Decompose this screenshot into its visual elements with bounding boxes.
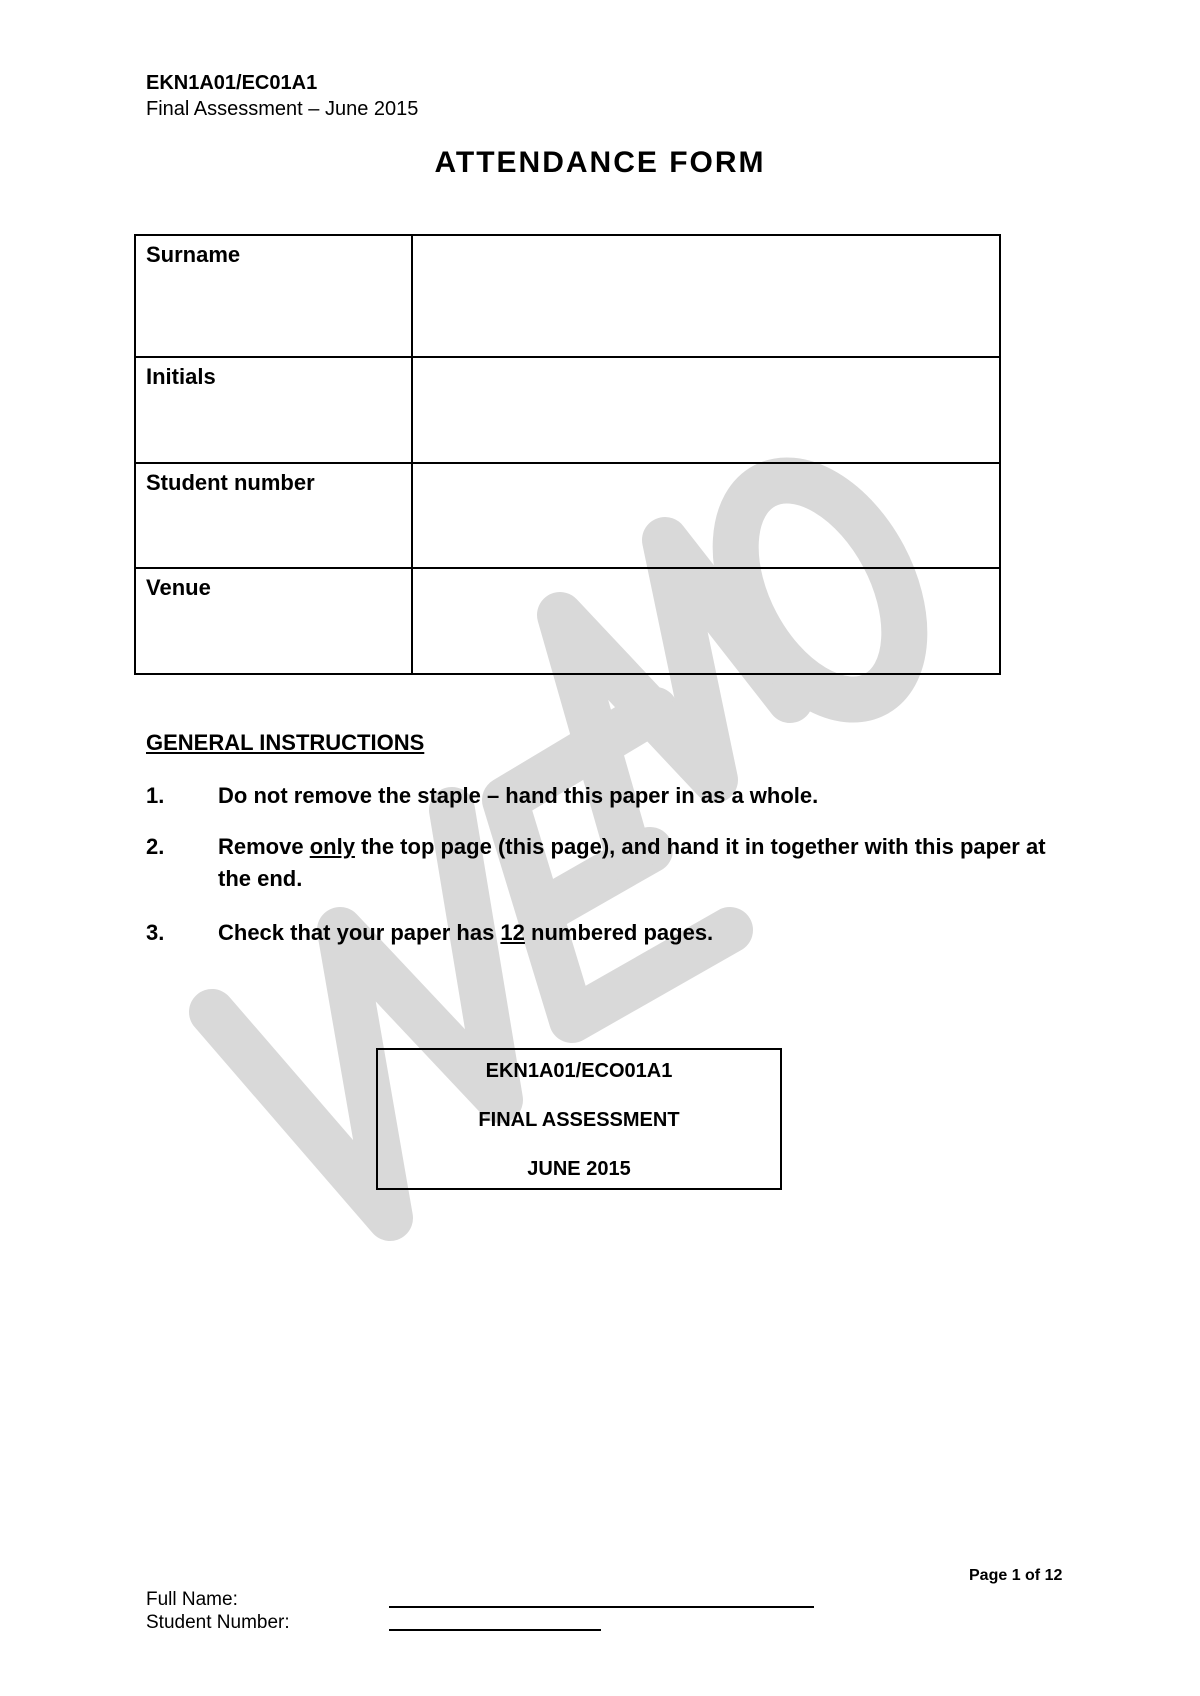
instruction-item — [146, 917, 1046, 949]
instruction-text-start: Remove — [218, 834, 310, 859]
footer-student-number-label: Student Number: — [146, 1612, 290, 1633]
instruction-number: 2. — [146, 834, 165, 859]
header-subtitle: Final Assessment – June 2015 — [146, 98, 419, 120]
footer-full-name-line[interactable] — [389, 1606, 814, 1608]
header-course-code: EKN1A01/EC01A1 — [146, 72, 318, 94]
instruction-number: 3. — [146, 920, 165, 945]
instruction-text-end: the top page (this page), and hand it in together with this paper at the end. — [218, 834, 1046, 891]
exam-date: JUNE 2015 — [527, 1158, 631, 1180]
attendance-row-initials — [135, 357, 1000, 463]
instruction-text — [218, 917, 1046, 949]
footer-full-name-label: Full Name: — [146, 1589, 238, 1610]
instruction-number: 1. — [146, 783, 165, 808]
initials-field[interactable] — [412, 357, 1000, 463]
student-number-field[interactable] — [412, 463, 1000, 568]
instruction-emphasis: only — [309, 834, 355, 859]
attendance-row-surname — [135, 235, 1000, 357]
venue-field[interactable] — [412, 568, 1000, 674]
exam-title: FINAL ASSESSMENT — [478, 1109, 680, 1131]
instruction-item — [146, 780, 1046, 812]
instruction-item — [146, 831, 1046, 895]
page-title: ATTENDANCE FORM — [434, 146, 766, 179]
page-number: Page 1 of 12 — [969, 1567, 1063, 1584]
instruction-text-start: Check that your paper has — [218, 920, 501, 945]
surname-field[interactable] — [412, 235, 1000, 357]
attendance-row-student-number — [135, 463, 1000, 568]
exam-info-box — [376, 1048, 782, 1190]
exam-code: EKN1A01/ECO01A1 — [485, 1060, 673, 1082]
instructions-heading: GENERAL INSTRUCTIONS — [146, 730, 425, 755]
attendance-row-venue — [135, 568, 1000, 674]
instruction-emphasis: 12 — [500, 920, 525, 945]
venue-label: Venue — [135, 568, 412, 674]
footer-student-number-line[interactable] — [389, 1629, 601, 1631]
instruction-text — [218, 831, 1046, 895]
attendance-form-table — [134, 234, 1001, 675]
instruction-text: Do not remove the staple – hand this paper in as a whole. — [218, 783, 819, 808]
initials-label: Initials — [135, 357, 412, 463]
instruction-text-end: numbered pages. — [524, 920, 714, 945]
surname-label: Surname — [135, 235, 412, 357]
student-number-label: Student number — [135, 463, 412, 568]
